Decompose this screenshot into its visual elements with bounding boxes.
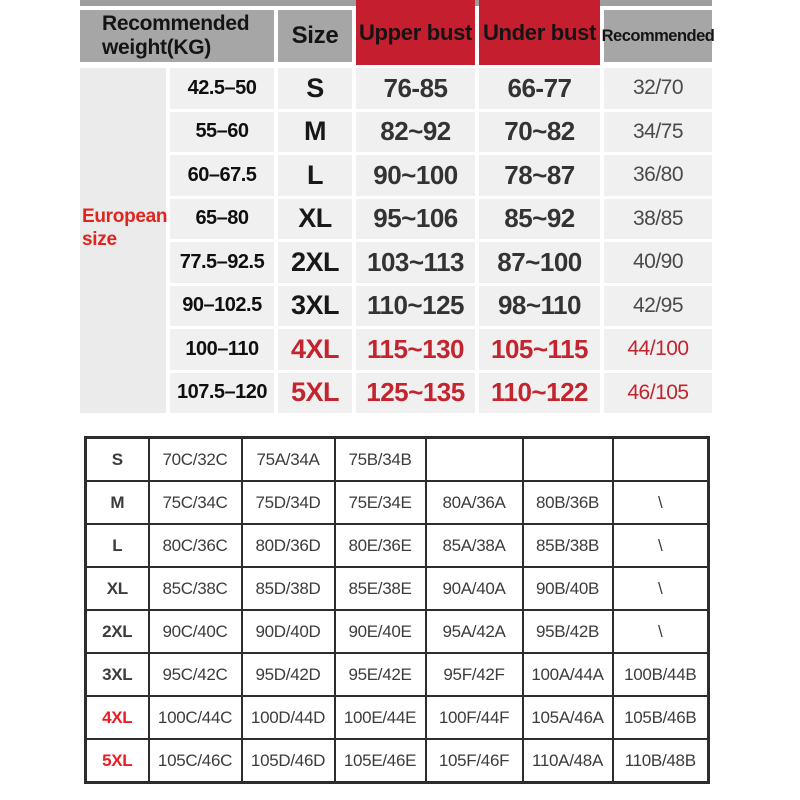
upper-bust-cell: 125~135: [356, 373, 475, 414]
under-bust-cell: 85~92: [479, 199, 600, 240]
size-label-cell: M: [86, 481, 149, 524]
weight-cell: 90–102.5: [170, 286, 274, 327]
cup-cell: 85E/38E: [335, 567, 426, 610]
table-row: [86, 696, 709, 739]
recommended-cell: 44/100: [604, 329, 712, 370]
weight-cell: 65–80: [170, 199, 274, 240]
table-row: [86, 524, 709, 567]
cup-cell: 105B/46B: [613, 696, 709, 739]
size-label-cell: 5XL: [86, 739, 149, 783]
cup-cell: 90E/40E: [335, 610, 426, 653]
size-label-cell: S: [86, 438, 149, 482]
header-under-bust: Under bust: [479, 0, 600, 65]
under-bust-cell: 70~82: [479, 112, 600, 153]
size-cell: XL: [278, 199, 352, 240]
under-bust-cell: 98~110: [479, 286, 600, 327]
cup-cell: 105D/46D: [242, 739, 335, 783]
upper-bust-cell: 90~100: [356, 155, 475, 196]
upper-bust-cell: 103~113: [356, 242, 475, 283]
cup-cell: 70C/32C: [149, 438, 242, 482]
cup-cell: 85D/38D: [242, 567, 335, 610]
under-bust-cell: 105~115: [479, 329, 600, 370]
size-label-cell: 3XL: [86, 653, 149, 696]
cup-cell: 85B/38B: [523, 524, 613, 567]
cup-cell: 110B/48B: [613, 739, 709, 783]
cup-cell: 110A/48A: [523, 739, 613, 783]
upper-bust-cell: 115~130: [356, 329, 475, 370]
cup-cell: \: [613, 567, 709, 610]
european-size-label: European size: [82, 206, 168, 250]
under-bust-cell: 66-77: [479, 68, 600, 109]
table-row: [86, 653, 709, 696]
recommended-cell: 46/105: [604, 373, 712, 414]
european-size-region: [80, 68, 166, 413]
cup-cell: 105C/46C: [149, 739, 242, 783]
cup-cell: 90D/40D: [242, 610, 335, 653]
cup-cell: 75E/34E: [335, 481, 426, 524]
cup-cell: 100A/44A: [523, 653, 613, 696]
under-bust-cell: 110~122: [479, 373, 600, 414]
cup-cell: 80D/36D: [242, 524, 335, 567]
header-size: Size: [278, 10, 352, 62]
cup-cell: [613, 438, 709, 482]
cup-cell: 75A/34A: [242, 438, 335, 482]
cup-cell: 95C/42C: [149, 653, 242, 696]
cup-cell: 95D/42D: [242, 653, 335, 696]
cup-cell: 75D/34D: [242, 481, 335, 524]
header-upper-bust: Upper bust: [356, 0, 475, 65]
cup-cell: [523, 438, 613, 482]
weight-cell: 42.5–50: [170, 68, 274, 109]
cup-cell: 95F/42F: [426, 653, 523, 696]
cup-cell: 95A/42A: [426, 610, 523, 653]
recommended-cell: 32/70: [604, 68, 712, 109]
cup-cell: [426, 438, 523, 482]
cup-cell: 105F/46F: [426, 739, 523, 783]
weight-cell: 107.5–120: [170, 373, 274, 414]
cup-cell: 105E/46E: [335, 739, 426, 783]
table-row: [86, 481, 709, 524]
cup-cell: \: [613, 481, 709, 524]
weight-cell: 55–60: [170, 112, 274, 153]
cup-cell: 85A/38A: [426, 524, 523, 567]
cup-cell: 90A/40A: [426, 567, 523, 610]
under-bust-cell: 78~87: [479, 155, 600, 196]
weight-cell: 100–110: [170, 329, 274, 370]
size-cell: L: [278, 155, 352, 196]
cup-cell: 100C/44C: [149, 696, 242, 739]
cup-cell: 80A/36A: [426, 481, 523, 524]
cup-cell: 100D/44D: [242, 696, 335, 739]
size-cell: 2XL: [278, 242, 352, 283]
recommended-cell: 40/90: [604, 242, 712, 283]
size-cell: 3XL: [278, 286, 352, 327]
table-row: [86, 438, 709, 482]
size-cell: 4XL: [278, 329, 352, 370]
upper-bust-cell: 82~92: [356, 112, 475, 153]
upper-bust-cell: 95~106: [356, 199, 475, 240]
size-label-cell: 4XL: [86, 696, 149, 739]
upper-bust-cell: 110~125: [356, 286, 475, 327]
cup-cell: 95E/42E: [335, 653, 426, 696]
recommended-cell: 42/95: [604, 286, 712, 327]
recommended-cell: 34/75: [604, 112, 712, 153]
size-cell: S: [278, 68, 352, 109]
size-cell: M: [278, 112, 352, 153]
cup-cell: 75B/34B: [335, 438, 426, 482]
cup-cell: 100B/44B: [613, 653, 709, 696]
header-recommended-weight: Recommended weight(KG): [80, 10, 274, 62]
header-recommended: Recommended: [604, 10, 712, 62]
under-bust-cell: 87~100: [479, 242, 600, 283]
weight-cell: 60–67.5: [170, 155, 274, 196]
weight-cell: 77.5–92.5: [170, 242, 274, 283]
recommended-cell: 38/85: [604, 199, 712, 240]
cup-cell: 80C/36C: [149, 524, 242, 567]
size-guide-table: [80, 0, 715, 413]
table-row: [86, 610, 709, 653]
cup-cell: 95B/42B: [523, 610, 613, 653]
size-label-cell: XL: [86, 567, 149, 610]
table-row: [86, 739, 709, 783]
cup-cell: 85C/38C: [149, 567, 242, 610]
cup-cell: \: [613, 610, 709, 653]
cup-cell: 80B/36B: [523, 481, 613, 524]
recommended-cell: 36/80: [604, 155, 712, 196]
table-row: [86, 567, 709, 610]
cup-cell: 80E/36E: [335, 524, 426, 567]
cup-cell: 75C/34C: [149, 481, 242, 524]
size-label-cell: L: [86, 524, 149, 567]
cup-cell: 90C/40C: [149, 610, 242, 653]
cup-size-table: [84, 436, 710, 784]
cup-cell: 100E/44E: [335, 696, 426, 739]
upper-bust-cell: 76-85: [356, 68, 475, 109]
size-cell: 5XL: [278, 373, 352, 414]
cup-cell: \: [613, 524, 709, 567]
cup-cell: 100F/44F: [426, 696, 523, 739]
cup-cell: 90B/40B: [523, 567, 613, 610]
size-label-cell: 2XL: [86, 610, 149, 653]
cup-cell: 105A/46A: [523, 696, 613, 739]
